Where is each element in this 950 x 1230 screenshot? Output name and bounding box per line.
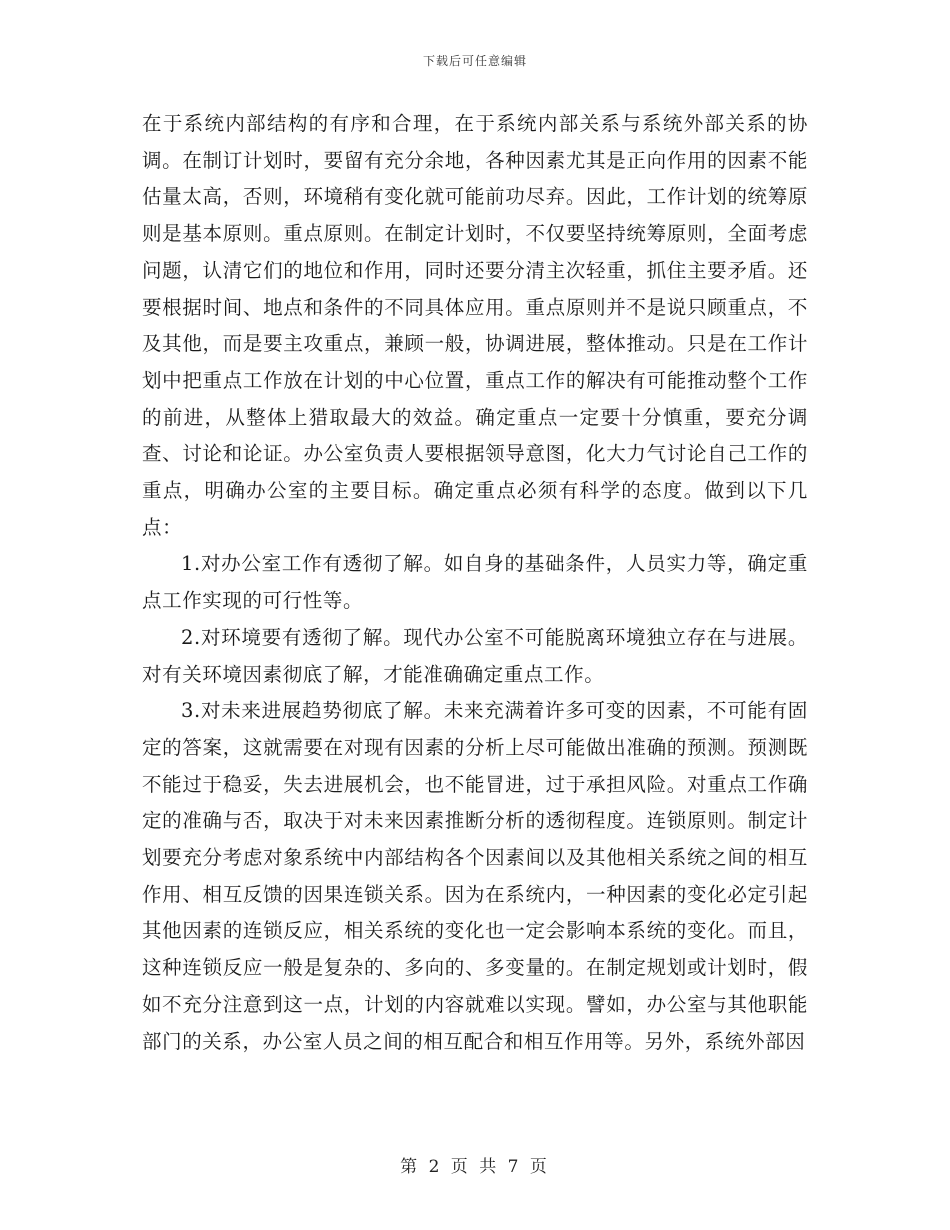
list-item-2: 2.对环境要有透彻了解。现代办公室不可能脱离环境独立存在与进展。对有关环境因素彻底了解，才能准确确定重点工作。 [142, 625, 808, 686]
list-item-3: 3.对未来进展趋势彻底了解。未来充满着许多可变的因素，不可能有固定的答案，这就需要在对现有因素的分析上尽可能做出准确的预测。预测既不能过于稳妥，失去进展机会，也不能冒进，过于承担风险。对重点工作确定的准确与否，取决于对未来因素推断分析的透彻程度。连锁原则。制定计划要充分考虑对象系统中内部结构各个因素间以及其他相关系统之间的相互作用、相互反馈的因果连锁关系。因为在系统内，一种因素的变化必定引起其他因素的连锁反应，相关系统的变化也一定会影响本系统的变化。而且，这种连锁反应一般是复杂的、多向的、多变量的。在制定规划或计划时，假如不充分注意到这一点，计划的内容就难以实现。譬如，办公室与其他职能部门的关系，办公室人员之间的相互配合和相互作用等。另外，系统外部因 [142, 699, 808, 1053]
list-item-1: 1.对办公室工作有透彻了解。如自身的基础条件，人员实力等，确定重点工作实现的可行性等。 [142, 552, 808, 613]
page-number: 第 2 页 共 7 页 [400, 1157, 550, 1177]
document-body [142, 106, 808, 1060]
paragraph-principles: 在于系统内部结构的有序和合理，在于系统内部关系与系统外部关系的协调。在制订计划时，要留有充分余地，各种因素尤其是正向作用的因素不能估量太高，否则，环境稍有变化就可能前功尽弃。因此，工作计划的统筹原则是基本原则。重点原则。在制定计划时，不仅要坚持统筹原则，全面考虑问题，认清它们的地位和作用，同时还要分清主次轻重，抓住主要矛盾。还要根据时间、地点和条件的不同具体应用。重点原则并不是说只顾重点，不及其他，而是要主攻重点，兼顾一般，协调进展，整体推动。只是在工作计划中把重点工作放在计划的中心位置，重点工作的解决有可能推动整个工作的前进，从整体上猎取最大的效益。确定重点一定要十分慎重，要充分调查、讨论和论证。办公室负责人要根据领导意图，化大力气讨论自己工作的重点，明确办公室的主要目标。确定重点必须有科学的态度。做到以下几点： [142, 112, 808, 539]
page-header: 下载后可任意编辑 [422, 54, 527, 68]
